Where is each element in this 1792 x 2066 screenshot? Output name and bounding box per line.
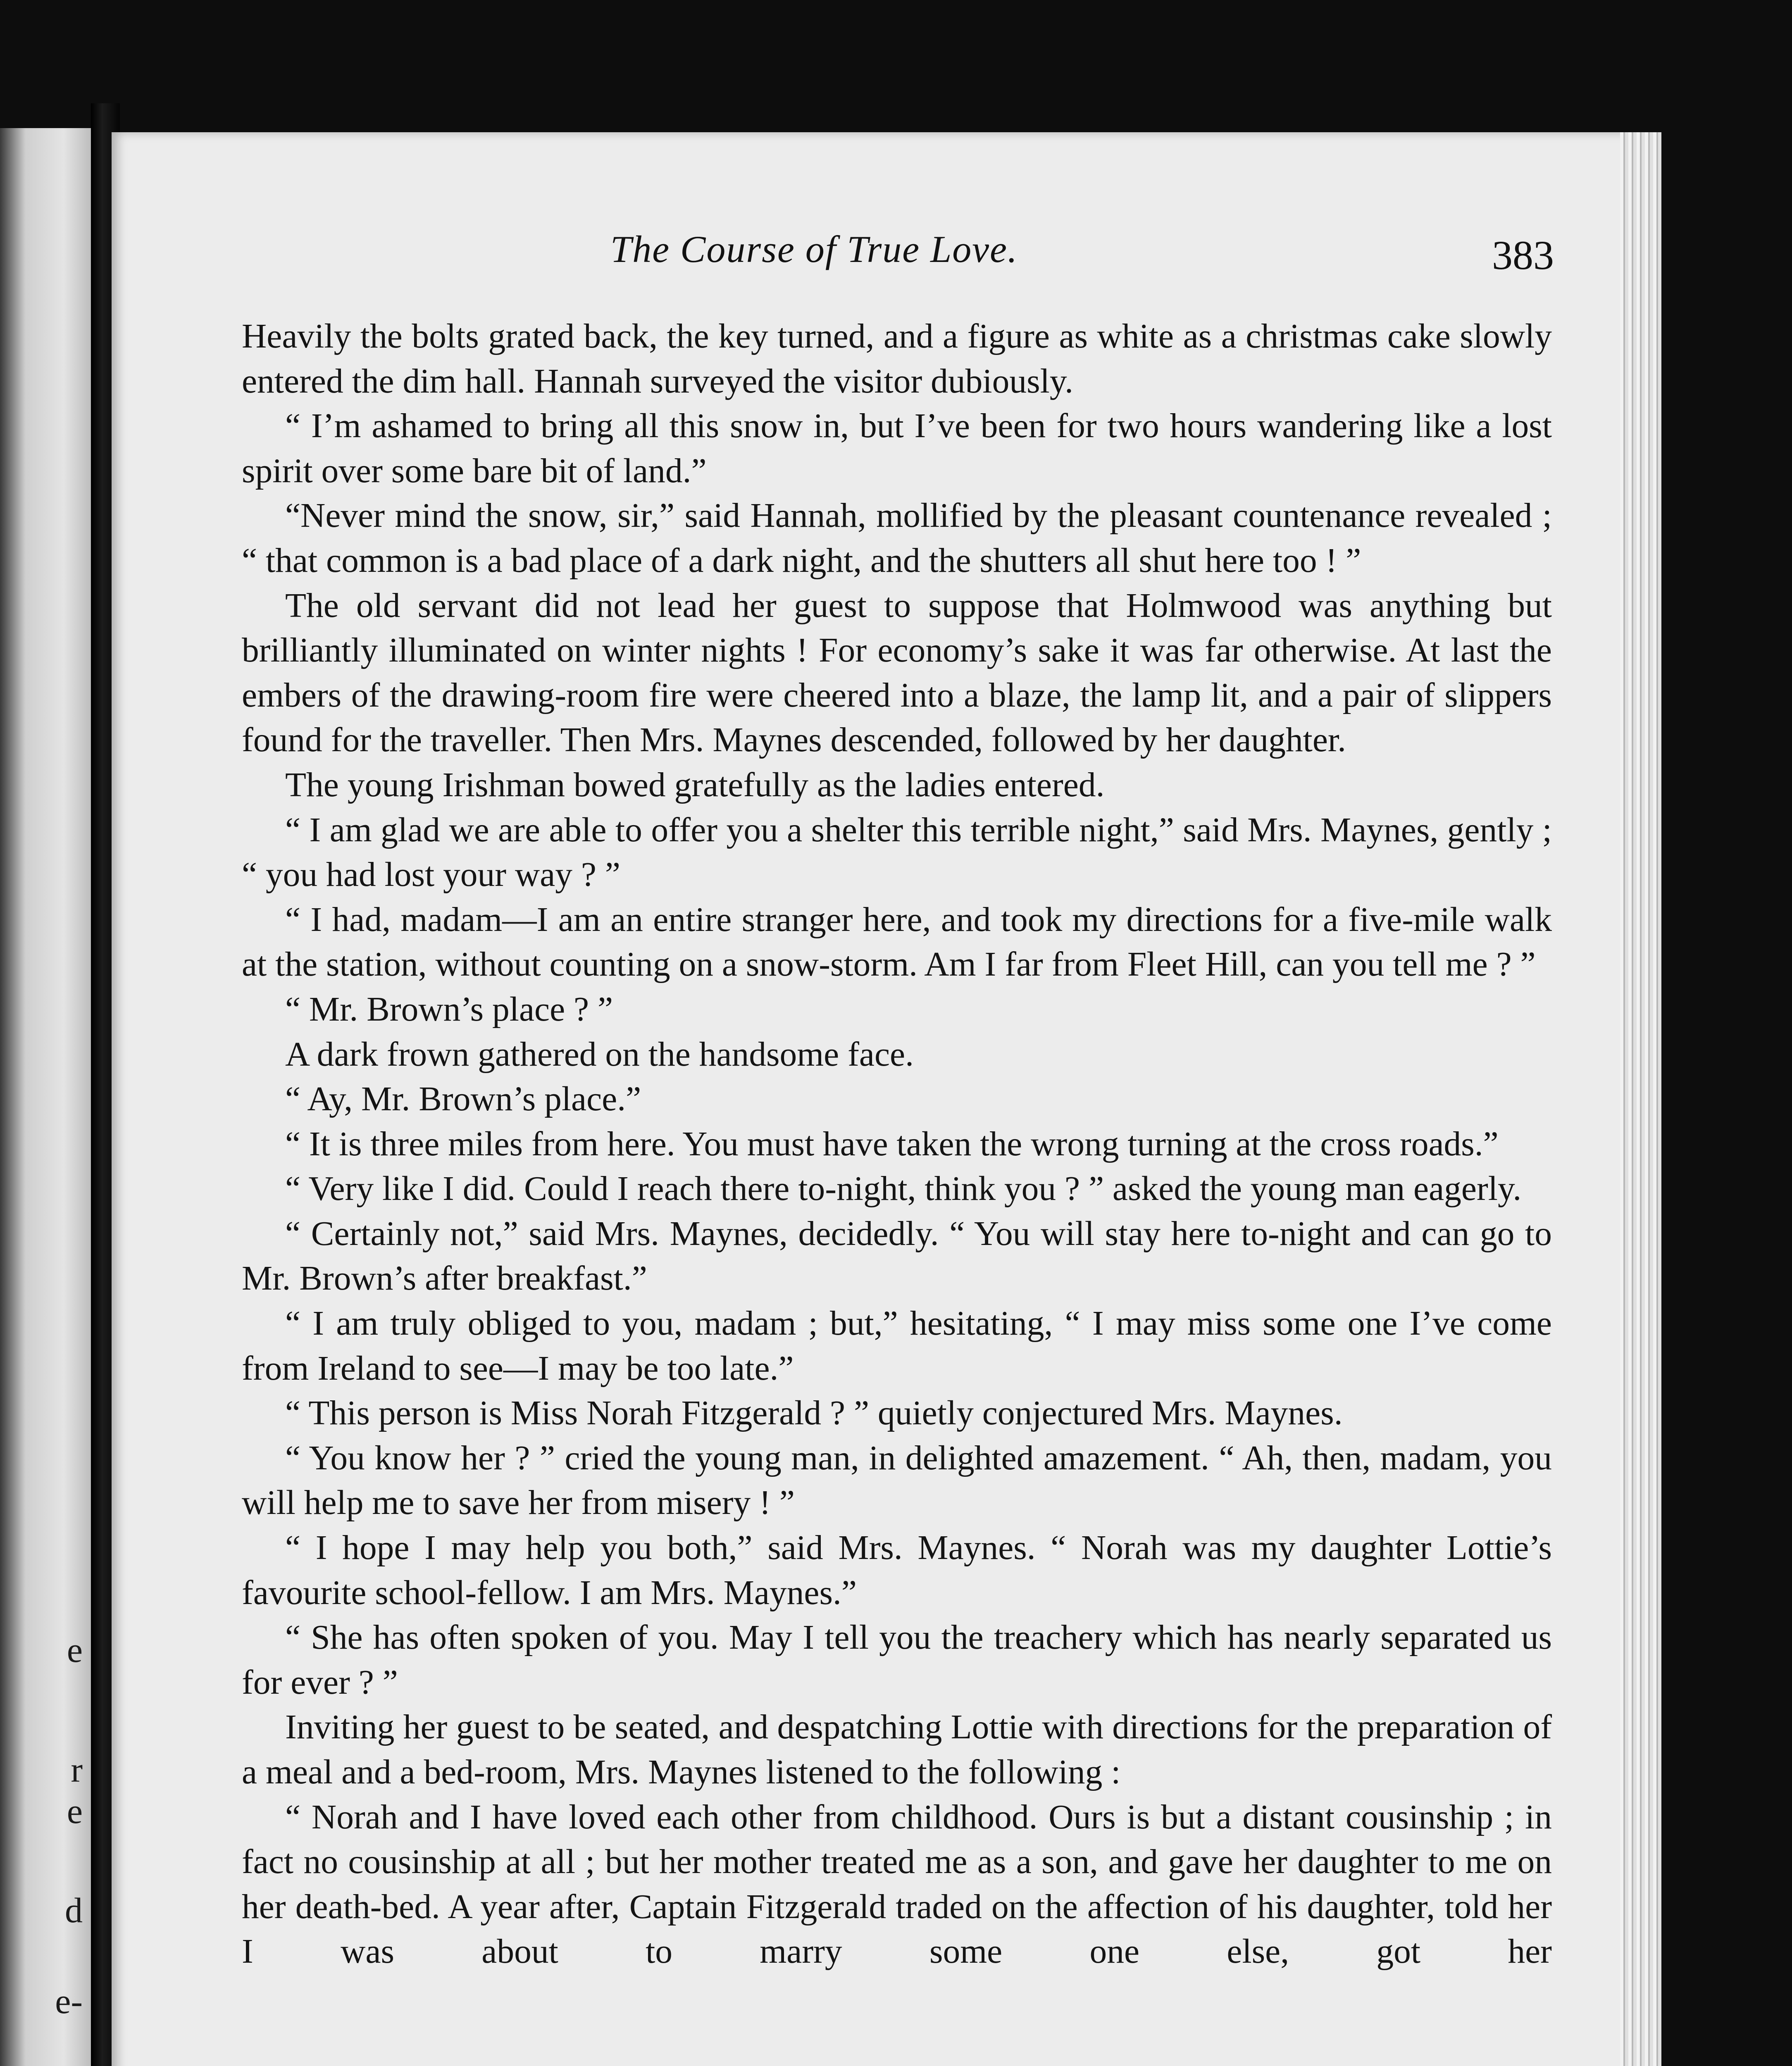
running-title: The Course of True Love. — [610, 228, 1018, 270]
fragment: e — [67, 1791, 83, 1831]
previous-page-text-fragments — [0, 128, 91, 2066]
paragraph: “ This person is Miss Norah Fitzgerald ? ” quietly conjectured Mrs. Maynes. — [285, 1394, 1343, 1433]
paragraph: “ Norah and I have loved each other from childhood. Ours is but a distant cousinship ; in fact no cousinship at all ; but her mother treated me as a son, and gave her daughter to me on her death-bed. A year after, Captain Fitzgerald traded on the affection of his daughter, told her I was about to marry some one else, got her — [242, 1798, 1552, 1971]
fragment: e- — [55, 1981, 83, 2021]
paragraph: “ I had, madam—I am an entire stranger here, and took my directions for a five-mile walk at the station, without counting on a snow-storm. Am I far from Fleet Hill, can you tell me ? ” — [242, 900, 1552, 984]
paragraph: A dark frown gathered on the handsome face. — [285, 1035, 914, 1073]
fragment: r — [71, 1750, 83, 1790]
paragraph: “ I am truly obliged to you, madam ; but,” hesitating, “ I may miss some one I’ve come from Ireland to see—I may be too late.” — [242, 1304, 1552, 1388]
paragraph: “ I’m ashamed to bring all this snow in, but I’ve been for two hours wandering like a lost spirit over some bare bit of land.” — [242, 407, 1552, 490]
previous-page-edge — [0, 128, 91, 2066]
page-number: 383 — [1492, 232, 1554, 278]
paragraph: “ Certainly not,” said Mrs. Maynes, decidedly. “ You will stay here to-night and can go to Mr. Brown’s after breakfast.” — [242, 1214, 1552, 1298]
paragraph: “Never mind the snow, sir,” said Hannah, mollified by the pleasant countenance revealed ; “ that common is a bad place of a dark night, and the shutters all shut here too ! ” — [242, 497, 1552, 580]
page-stack-edge — [1620, 132, 1661, 2066]
paragraph: “ It is three miles from here. You must have taken the wrong turning at the cross roads.” — [285, 1125, 1499, 1163]
paragraph: The young Irishman bowed gratefully as the ladies entered. — [285, 766, 1105, 804]
paragraph: “ I hope I may help you both,” said Mrs. Maynes. “ Norah was my daughter Lottie’s favourite school-fellow. I am Mrs. Maynes.” — [242, 1529, 1552, 1612]
paragraph: Inviting her guest to be seated, and despatching Lottie with directions for the preparation of a meal and a bed-room, Mrs. Maynes listened to the following : — [242, 1708, 1552, 1791]
fragment: d — [65, 1890, 83, 1930]
body-text — [242, 314, 1552, 1974]
paragraph: Heavily the bolts grated back, the key turned, and a figure as white as a christmas cake slowly entered the dim hall. Hannah surveyed the visitor dubiously. — [242, 317, 1552, 400]
fragment: e — [67, 1630, 83, 1670]
book-page — [112, 132, 1626, 2066]
paragraph: “ Mr. Brown’s place ? ” — [285, 990, 613, 1028]
paragraph: “ Ay, Mr. Brown’s place.” — [285, 1080, 641, 1119]
page-header — [112, 227, 1554, 293]
paragraph: “ Very like I did. Could I reach there to-night, think you ? ” asked the young man eagerly. — [285, 1170, 1522, 1208]
paragraph: “ I am glad we are able to offer you a shelter this terrible night,” said Mrs. Maynes, gently ; “ you had lost your way ? ” — [242, 811, 1552, 894]
paragraph: “ She has often spoken of you. May I tell you the treachery which has nearly separated us for ever ? ” — [242, 1619, 1552, 1702]
paragraph: “ You know her ? ” cried the young man, in delighted amazement. “ Ah, then, madam, you will help me to save her from misery ! ” — [242, 1439, 1552, 1522]
paragraph: The old servant did not lead her guest to suppose that Holmwood was anything but brilliantly illuminated on winter nights ! For economy’s sake it was far otherwise. At last the embers of the drawing-room fire were cheered into a blaze, the lamp lit, and a pair of slippers found for the traveller. Then Mrs. Maynes descended, followed by her daughter. — [242, 586, 1552, 759]
